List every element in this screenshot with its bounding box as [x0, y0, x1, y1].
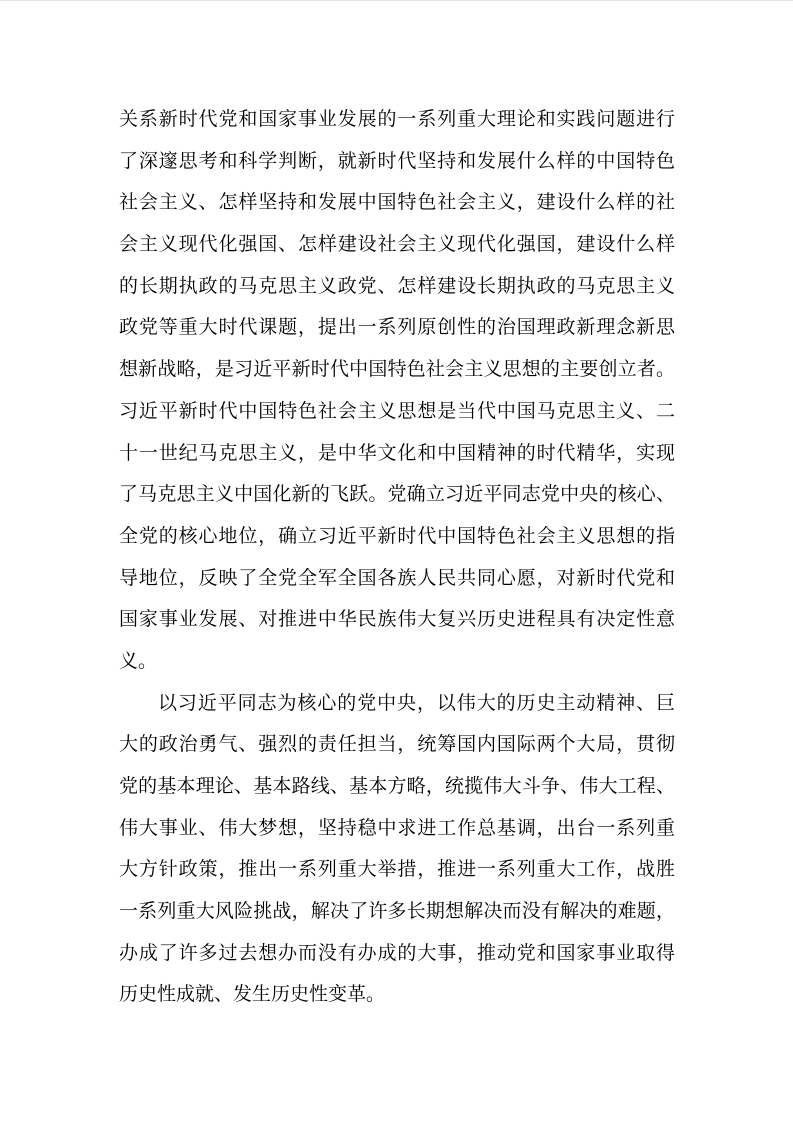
text-line: 想新战略，是习近平新时代中国特色社会主义思想的主要创立者。: [119, 359, 675, 381]
text-line: 习近平新时代中国特色社会主义思想是当代中国马克思主义、二: [119, 400, 675, 422]
text-line: 历史性成就、发生历史性变革。: [119, 984, 386, 1006]
text-line: 十一世纪马克思主义，是中华文化和中国精神的时代精华，实现: [119, 442, 675, 464]
text-line: 办成了许多过去想办而没有办成的大事，推动党和国家事业取得: [119, 942, 675, 964]
document-body: [119, 99, 675, 1016]
text-line: 社会主义、怎样坚持和发展中国特色社会主义，建设什么样的社: [119, 192, 675, 214]
paragraph: [119, 99, 675, 683]
text-line: 了深邃思考和科学判断，就新时代坚持和发展什么样的中国特色: [119, 150, 675, 172]
text-line: 大的政治勇气、强烈的责任担当，统筹国内国际两个大局，贯彻: [119, 734, 675, 756]
text-line: 的长期执政的马克思主义政党、怎样建设长期执政的马克思主义: [119, 275, 675, 297]
paragraph: [119, 683, 675, 1017]
text-line: 伟大事业、伟大梦想，坚持稳中求进工作总基调，出台一系列重: [119, 817, 675, 839]
text-line: 政党等重大时代课题，提出一系列原创性的治国理政新理念新思: [119, 317, 675, 339]
text-line: 一系列重大风险挑战，解决了许多长期想解决而没有解决的难题，: [119, 901, 675, 923]
text-line: 大方针政策，推出一系列重大举措，推进一系列重大工作，战胜: [119, 859, 675, 881]
text-line: 党的基本理论、基本路线、基本方略，统揽伟大斗争、伟大工程、: [119, 776, 675, 797]
text-line: 义。: [119, 650, 158, 672]
text-line: 导地位，反映了全党全军全国各族人民共同心愿，对新时代党和: [119, 567, 675, 589]
text-line: 了马克思主义中国化新的飞跃。党确立习近平同志党中央的核心、: [119, 484, 675, 506]
text-line: 全党的核心地位，确立习近平新时代中国特色社会主义思想的指: [119, 525, 675, 547]
text-line: 关系新时代党和国家事业发展的一系列重大理论和实践问题进行: [119, 109, 675, 130]
text-line: 国家事业发展、对推进中华民族伟大复兴历史进程具有决定性意: [119, 609, 675, 631]
text-line: 会主义现代化强国、怎样建设社会主义现代化强国，建设什么样: [119, 234, 675, 256]
text-line: 以习近平同志为核心的党中央，以伟大的历史主动精神、巨: [158, 692, 675, 714]
